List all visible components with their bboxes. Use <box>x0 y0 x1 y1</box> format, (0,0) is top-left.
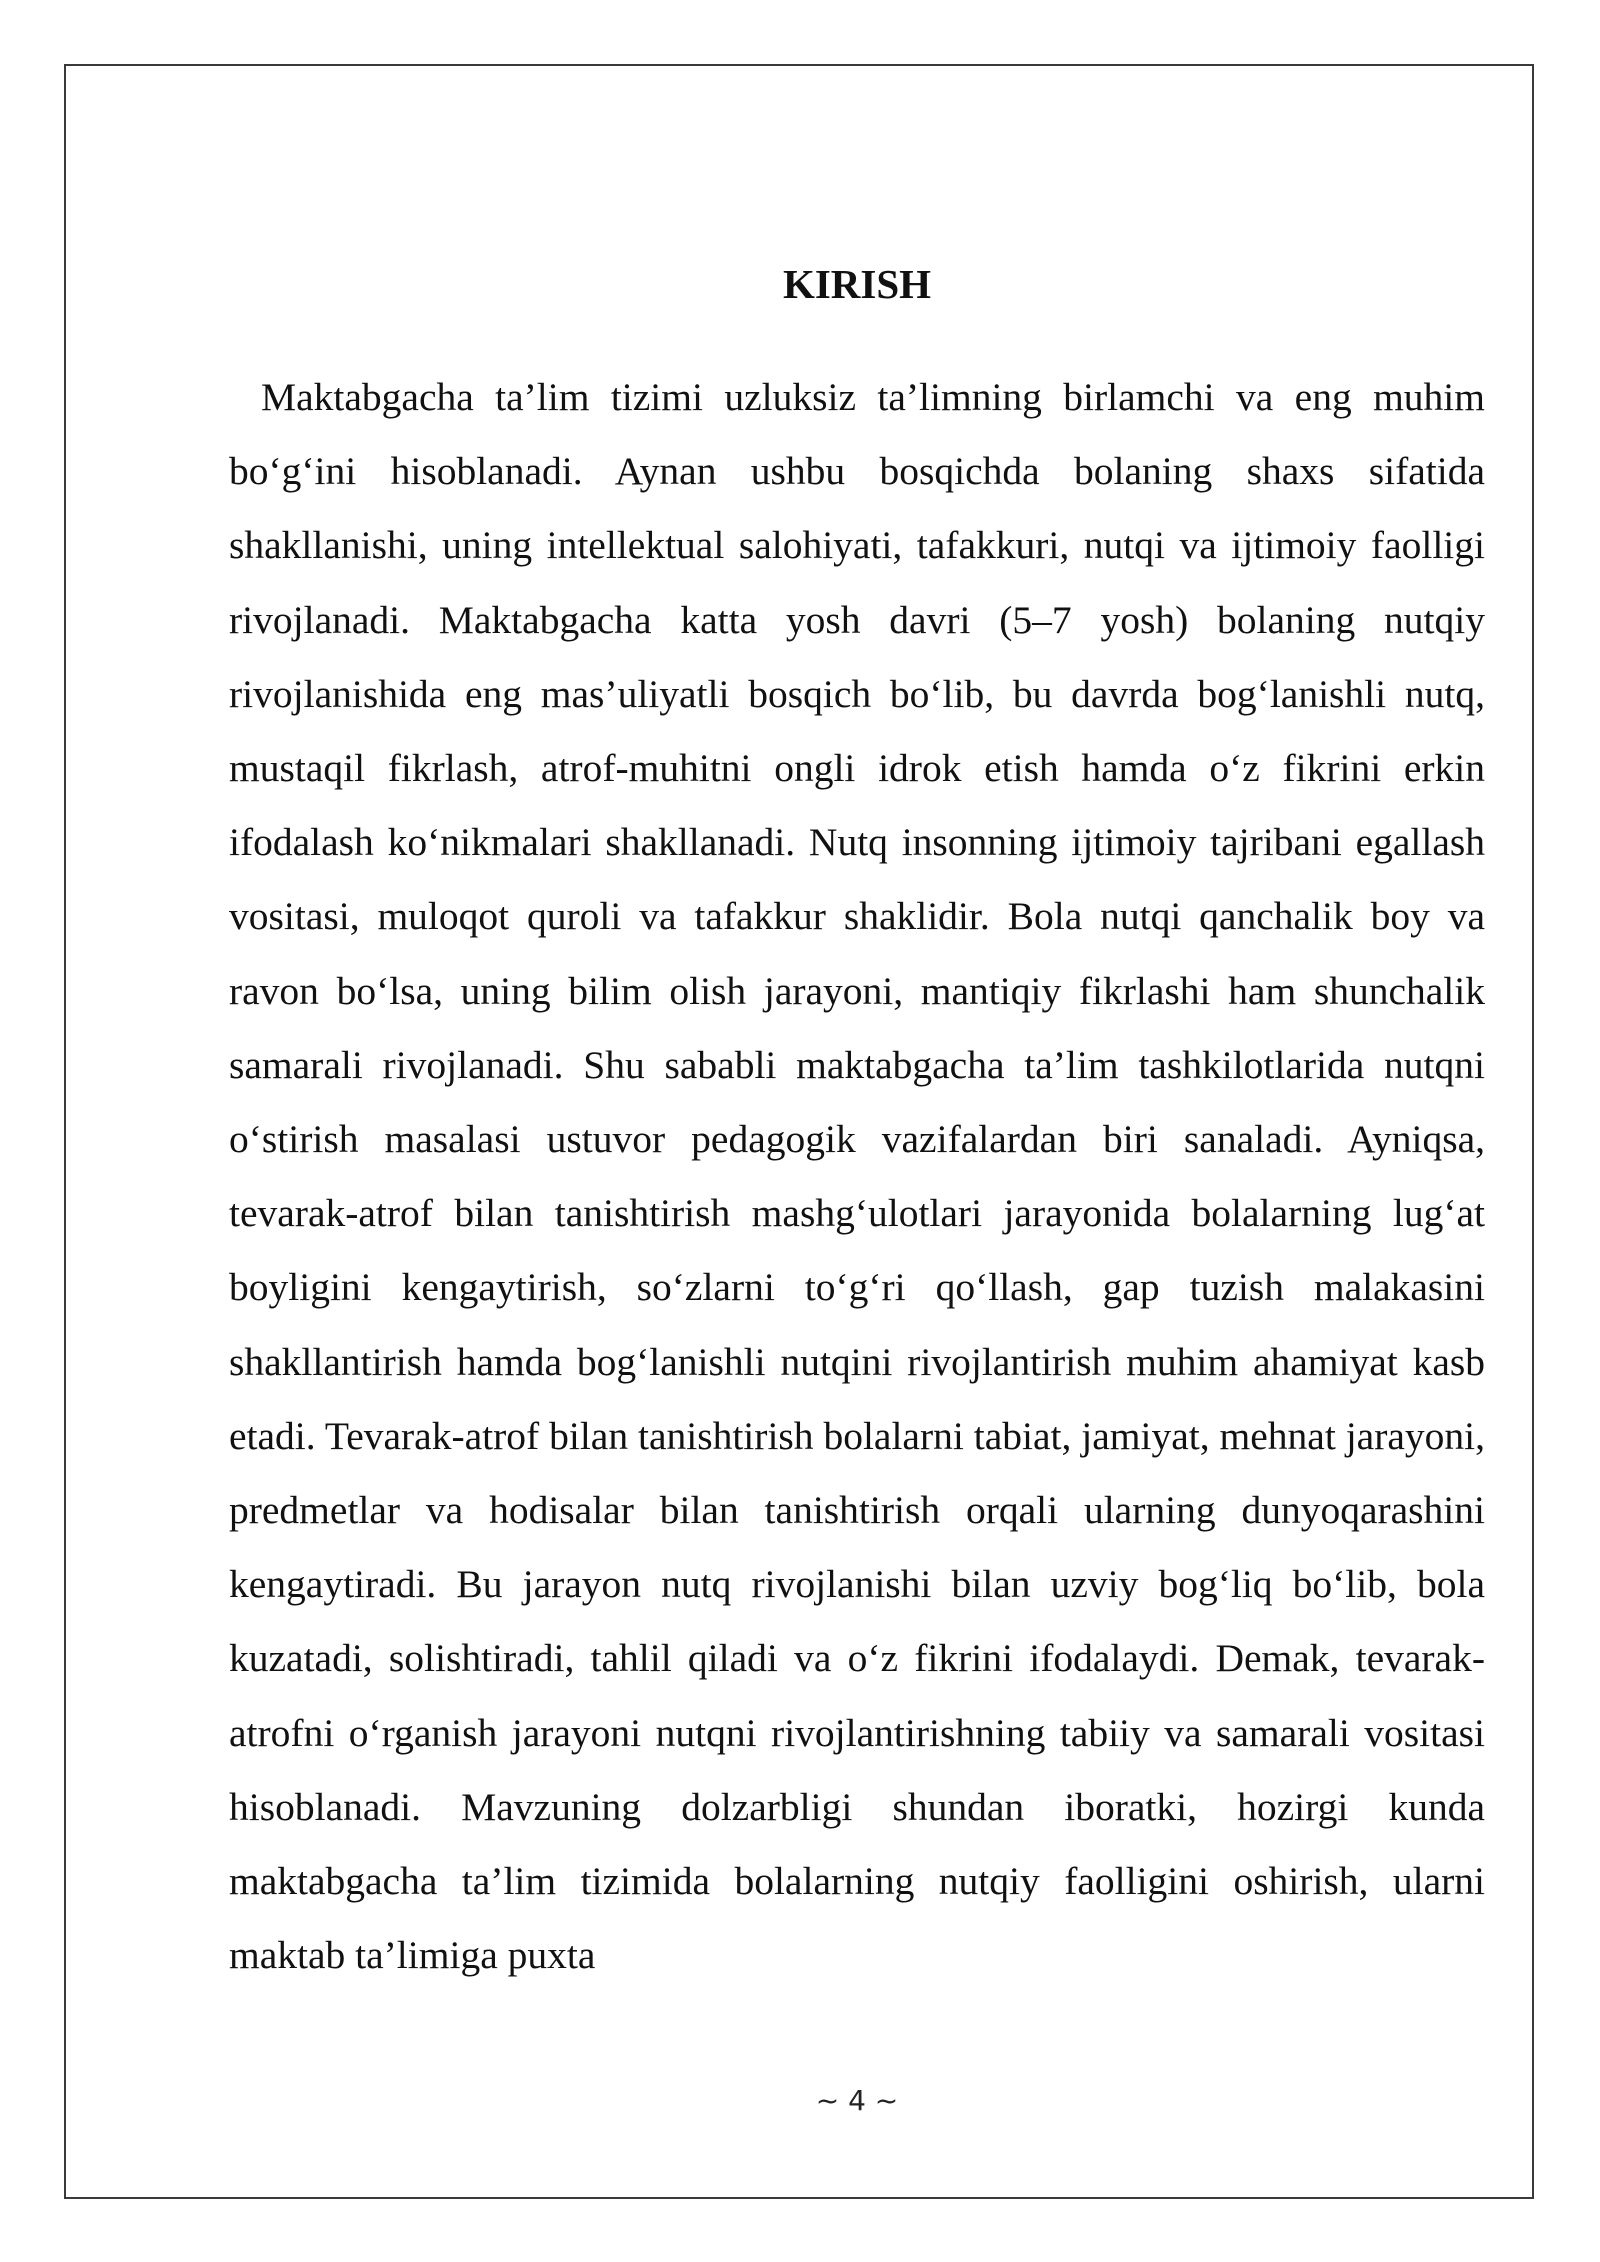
body-paragraph: Maktabgacha ta’lim tizimi uzluksiz ta’limning birlamchi va eng muhim bo‘g‘ini hisoblanadi. Aynan ushbu bosqichda bolaning shaxs sifatida shakllanishi, uning intellektual salohiyati, tafakkuri, nutqi va ijtimoiy faolligi rivojlanadi. Maktabgacha katta yosh davri (5–7 yosh) bolaning nutqiy rivojlanishida eng mas’uliyatli bosqich bo‘lib, bu davrda bog‘lanishli nutq, mustaqil fikrlash, atrof-muhitni ongli idrok etish hamda o‘z fikrini erkin ifodalash ko‘nikmalari shakllanadi. Nutq insonning ijtimoiy tajribani egallash vositasi, muloqot quroli va tafakkur shaklidir. Bola nutqi qanchalik boy va ravon bo‘lsa, uning bilim olish jarayoni, mantiqiy fikrlashi ham shunchalik samarali rivojlanadi. Shu sababli maktabgacha ta’lim tashkilotlarida nutqni o‘stirish masalasi ustuvor pedagogik vazifalardan biri sanaladi. Ayniqsa, tevarak-atrof bilan tanishtirish mashg‘ulotlari jarayonida bolalarning lug‘at boyligini kengaytirish, so‘zlarni to‘g‘ri qo‘llash, gap tuzish malakasini shakllantirish hamda bog‘lanishli nutqini rivojlantirish muhim ahamiyat kasb etadi. Tevarak-atrof bilan tanishtirish bolalarni tabiat, jamiyat, mehnat jarayoni, predmetlar va hodisalar bilan tanishtirish orqali ularning dunyoqarashini kengaytiradi. Bu jarayon nutq rivojlanishi bilan uzviy bog‘liq bo‘lib, bola kuzatadi, solishtiradi, tahlil qiladi va o‘z fikrini ifodalaydi. Demak, tevarak-atrofni o‘rganish jarayoni nutqni rivojlantirishning tabiiy va samarali vositasi hisoblanadi. Mavzuning dolzarbligi shundan iboratki, hozirgi kunda maktabgacha ta’lim tizimida bolalarning nutqiy faolligini oshirish, ularni maktab ta’limiga puxta <box>229 375 1485 1978</box>
page-number: ~ 4 ~ <box>815 2084 899 2117</box>
page-title: KIRISH <box>782 261 932 307</box>
